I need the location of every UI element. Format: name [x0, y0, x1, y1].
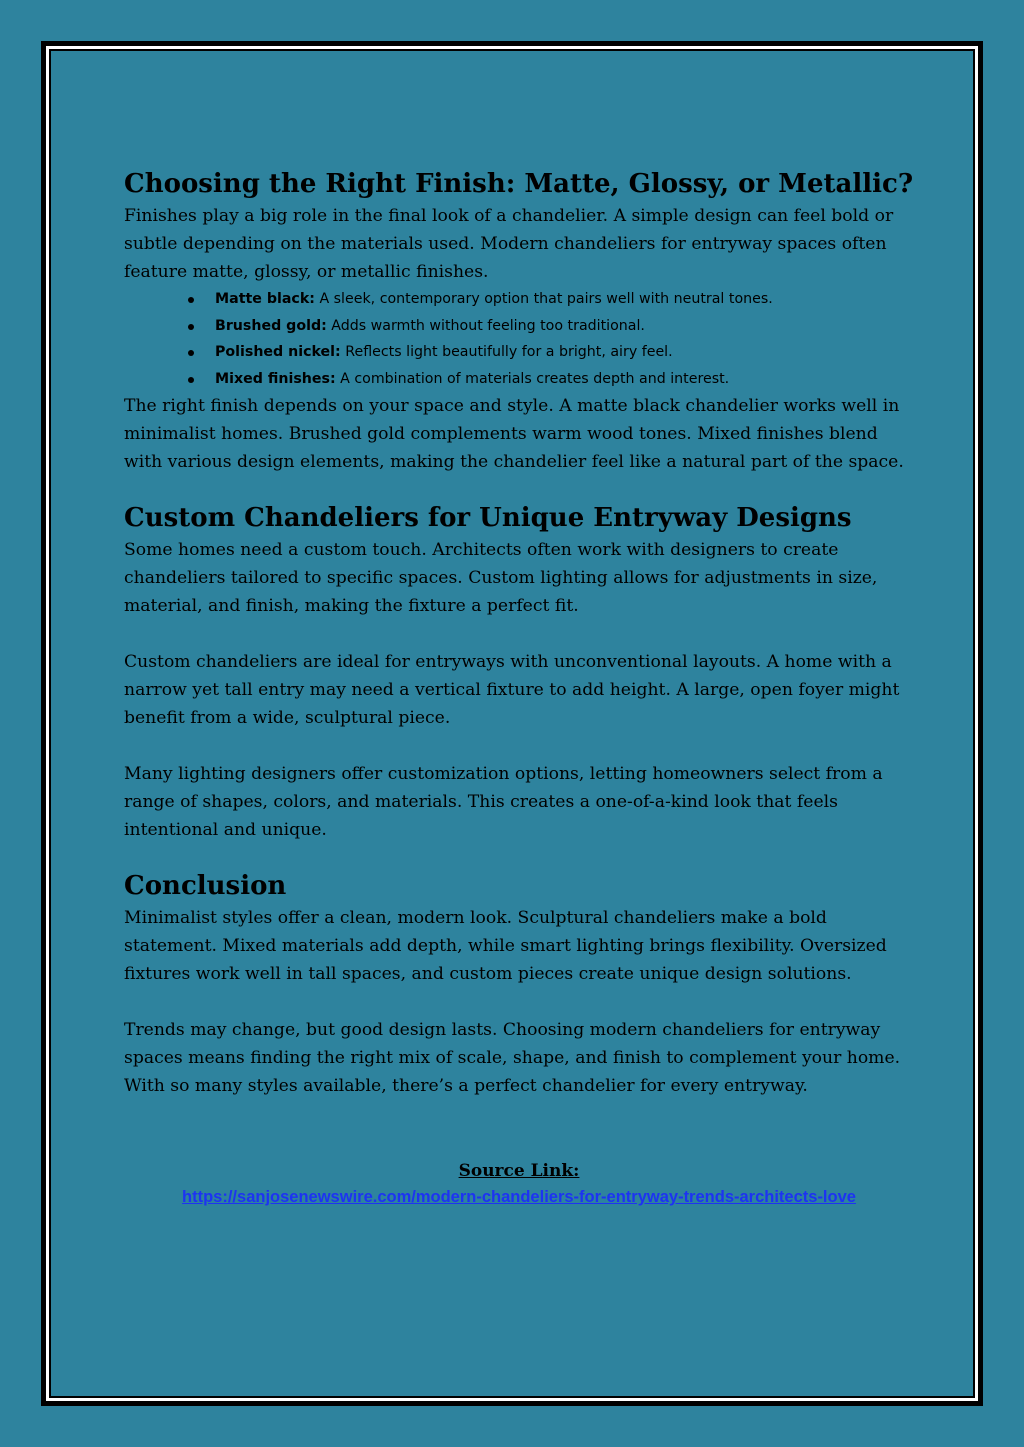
source-label: Source Link:: [458, 1161, 580, 1181]
list-item: [215, 339, 914, 366]
list-item-term: Polished nickel:: [215, 344, 341, 360]
section-heading-finish: Choosing the Right Finish: Matte, Glossy, or Metallic?: [124, 169, 914, 199]
paragraph-conclusion-1: Minimalist styles offer a clean, modern look. Sculptural chandeliers make a bold statement. Mixed materials add depth, while smart lighting brings flexibility. Oversized fixtures work well in tall spaces, and custom pieces create unique design solutions.: [124, 908, 887, 984]
bullet-icon: [188, 297, 194, 303]
paragraph-finish-intro: Finishes play a big role in the final look of a chandelier. A simple design can feel bold or subtle depending on the materials used. Modern chandeliers for entryway spaces often feature matte, glossy, or metallic finishes.: [124, 206, 894, 282]
list-item: [215, 366, 914, 393]
bullet-icon: [188, 377, 194, 383]
section-heading-conclusion: Conclusion: [124, 871, 287, 901]
list-item-text: A combination of materials creates depth and interest.: [335, 370, 730, 387]
list-item-term: Brushed gold:: [215, 317, 327, 334]
bullet-icon: [188, 350, 194, 356]
list-item: [215, 313, 914, 340]
document-content: [124, 166, 914, 1210]
list-item-term: Matte black:: [215, 291, 315, 307]
bullet-icon: [188, 324, 194, 330]
source-link[interactable]: https://sanjosenewswire.com/modern-chandeliers-for-entryway-trends-architects-love: [182, 1188, 856, 1206]
paragraph-finish-outro: The right finish depends on your space and style. A matte black chandelier works well in minimalist homes. Brushed gold complements warm wood tones. Mixed finishes blend with various design elements, making the chandelier feel like a natural part of the space.: [124, 396, 904, 472]
finish-list: [124, 286, 914, 392]
paragraph-conclusion-2: Trends may change, but good design lasts. Choosing modern chandeliers for entryway spaces means finding the right mix of scale, shape, and finish to complement your home. With so many styles available, there’s a perfect chandelier for every entryway.: [124, 1020, 901, 1096]
paragraph-custom-3: Many lighting designers offer customization options, letting homeowners select from a range of shapes, colors, and materials. This creates a one-of-a-kind look that feels intentional and unique.: [124, 764, 883, 840]
list-item: [215, 286, 914, 313]
list-item-text: A sleek, contemporary option that pairs well with neutral tones.: [314, 291, 773, 307]
paragraph-custom-2: Custom chandeliers are ideal for entryways with unconventional layouts. A home with a narrow yet tall entry may need a vertical fixture to add height. A large, open foyer might benefit from a wide, sculptural piece.: [124, 652, 900, 728]
list-item-term: Mixed finishes:: [215, 370, 336, 387]
list-item-text: Reflects light beautifully for a bright, airy feel.: [340, 344, 673, 360]
paragraph-custom-1: Some homes need a custom touch. Architects often work with designers to create chandeliers tailored to specific spaces. Custom lighting allows for adjustments in size, material, and finish, making the fixture a perfect fit.: [124, 540, 878, 616]
section-heading-custom: Custom Chandeliers for Unique Entryway Designs: [124, 503, 852, 533]
source-block: [124, 1158, 914, 1210]
list-item-text: Adds warmth without feeling too traditional.: [326, 317, 645, 334]
